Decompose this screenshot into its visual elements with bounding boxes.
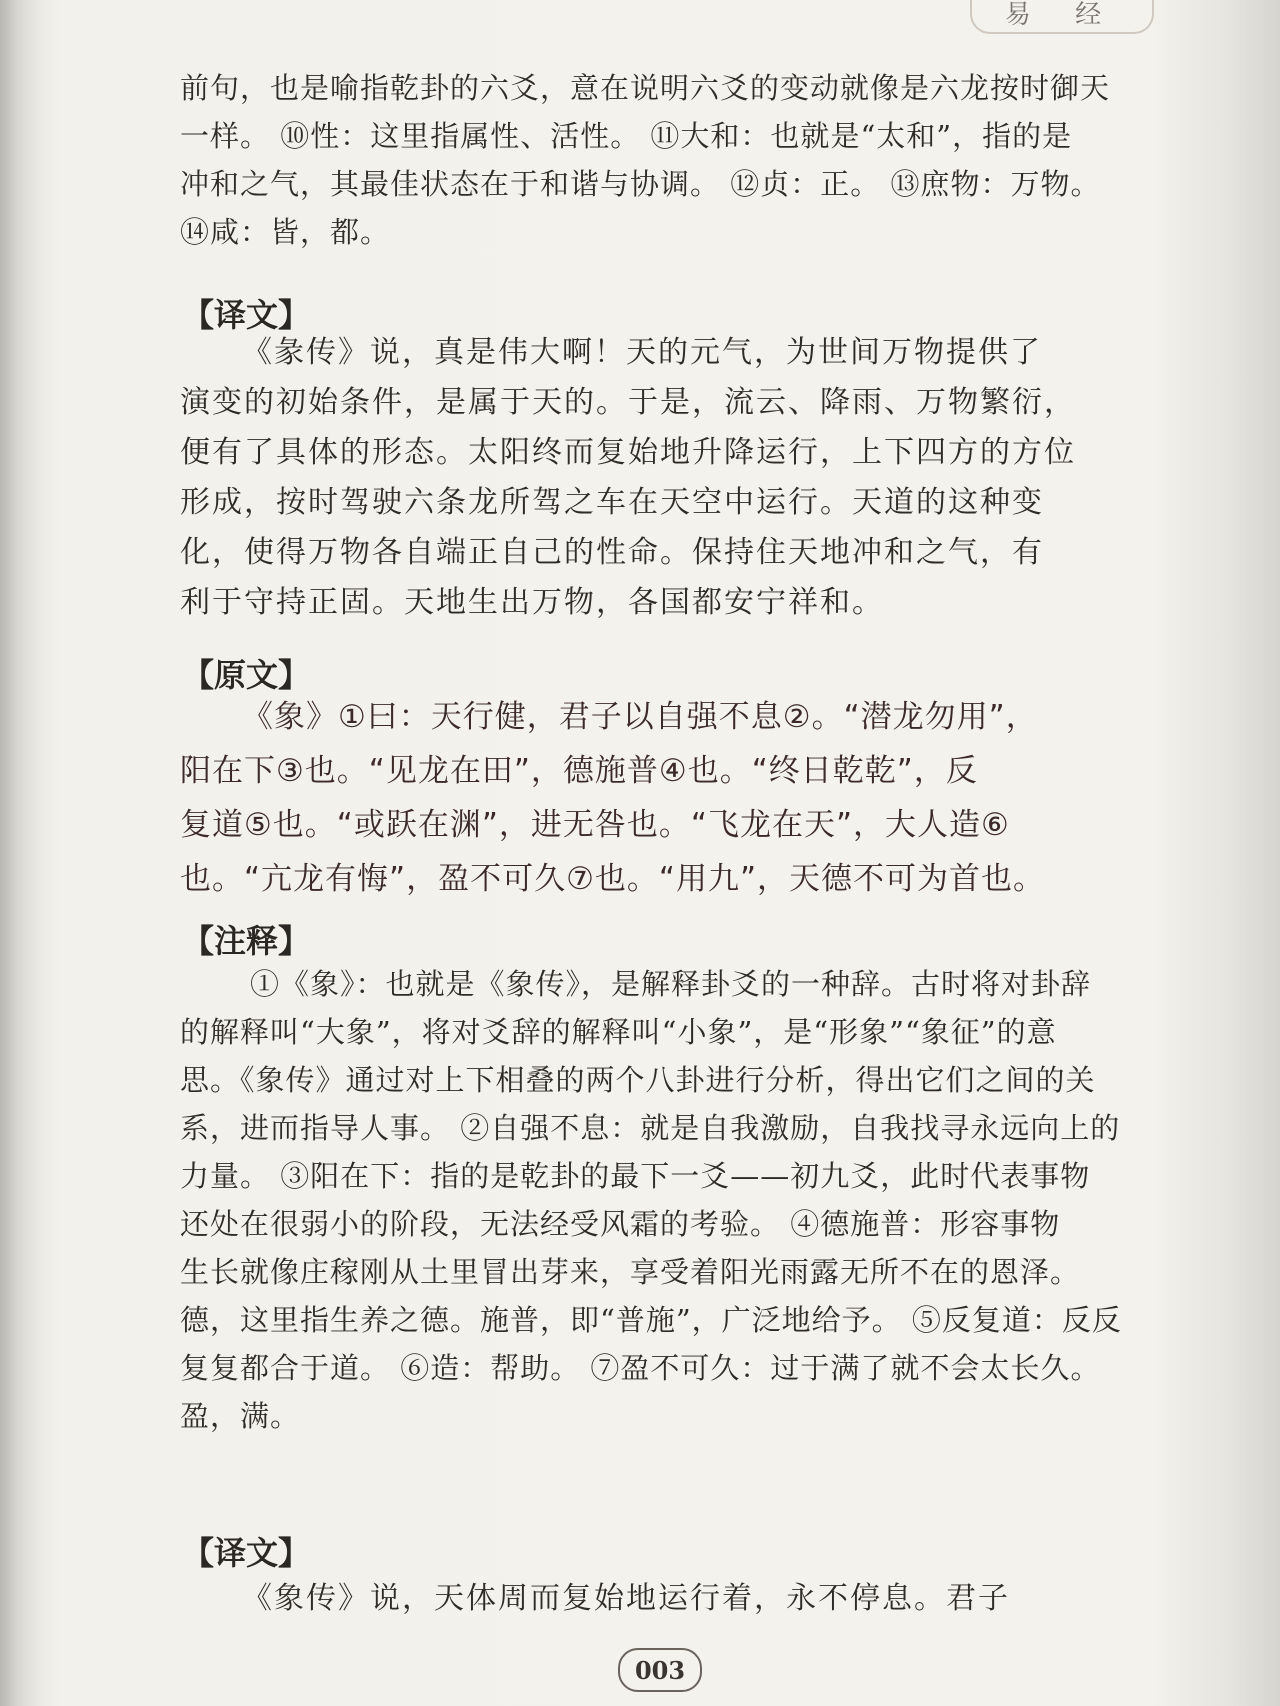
text-line: 还处在很弱小的阶段，无法经受风霜的考验。 ④德施普：形容事物 (180, 1207, 1061, 1241)
translation-paragraph (180, 328, 1140, 628)
translation-paragraph-2 (180, 1574, 1140, 1624)
text-line: 复道⑤也。“或跃在渊”，进无咎也。“飞龙在天”，大人造⑥ (180, 807, 1010, 843)
section-heading-original: 【原文】 (182, 656, 311, 694)
section-heading-notes: 【注释】 (182, 922, 311, 960)
text-line: 思。《象传》通过对上下相叠的两个八卦进行分析，得出它们之间的关 (180, 1063, 1096, 1097)
text-line: 便有了具体的形态。太阳终而复始地升降运行，上下四方的方位 (180, 435, 1076, 470)
text-line: 也。“亢龙有悔”，盈不可久⑦也。“用九”，天德不可为首也。 (180, 861, 1046, 897)
text-line: 力量。 ③阳在下：指的是乾卦的最下一爻——初九爻，此时代表事物 (180, 1159, 1091, 1193)
text-line: 复复都合于道。 ⑥造：帮助。 ⑦盈不可久：过于满了就不会太长久。 (180, 1351, 1101, 1385)
text-line: 一样。 ⑩性：这里指属性、活性。 ⑪大和：也就是“太和”，指的是 (180, 119, 1073, 153)
text-line: 冲和之气，其最佳状态在于和谐与协调。 ⑫贞：正。 ⑬庶物：万物。 (180, 167, 1101, 201)
text-line: ①《象》：也就是《象传》，是解释卦爻的一种辞。古时将对卦辞 (250, 967, 1092, 1001)
text-line: 利于守持正固。天地生出万物，各国都安宁祥和。 (180, 585, 884, 620)
text-line: 系，进而指导人事。 ②自强不息：就是自我激励，自我找寻永远向上的 (180, 1111, 1121, 1145)
original-text (180, 690, 1140, 906)
page-number: 003 (618, 1648, 702, 1692)
text-line: 的解释叫“大象”，将对爻辞的解释叫“小象”，是“形象”“象征”的意 (180, 1015, 1057, 1049)
section-heading-translation: 【译文】 (182, 296, 311, 334)
text-line: 《象传》说，天体周而复始地运行着，永不停息。君子 (242, 1581, 1010, 1616)
text-line: 化，使得万物各自端正自己的性命。保持住天地冲和之气，有 (180, 535, 1044, 570)
text-line: 演变的初始条件，是属于天的。于是，流云、降雨、万物繁衍， (180, 385, 1076, 420)
running-head: 易 经 (970, 0, 1154, 34)
text-line: 德，这里指生养之德。施普，即“普施”，广泛地给予。 ⑤反复道：反反 (180, 1303, 1122, 1337)
text-line: 形成，按时驾驶六条龙所驾之车在天空中运行。天道的这种变 (180, 485, 1044, 520)
text-line: 《象》①曰：天行健，君子以自强不息②。“潜龙勿用”， (242, 699, 1038, 735)
annotations (180, 960, 1140, 1440)
section-heading-translation-2: 【译文】 (182, 1534, 311, 1572)
text-line: 生长就像庄稼刚从土里冒出芽来，享受着阳光雨露无所不在的恩泽。 (180, 1255, 1081, 1289)
text-line: 阳在下③也。“见龙在田”，德施普④也。“终日乾乾”，反 (180, 753, 978, 789)
text-line: ⑭咸：皆，都。 (180, 215, 391, 249)
text-line: 盈，满。 (180, 1399, 301, 1433)
text-line: 《彖传》说，真是伟大啊！天的元气，为世间万物提供了 (242, 335, 1042, 370)
text-line: 前句，也是喻指乾卦的六爻，意在说明六爻的变动就像是六龙按时御天 (180, 71, 1111, 105)
notes-continued (180, 64, 1140, 256)
